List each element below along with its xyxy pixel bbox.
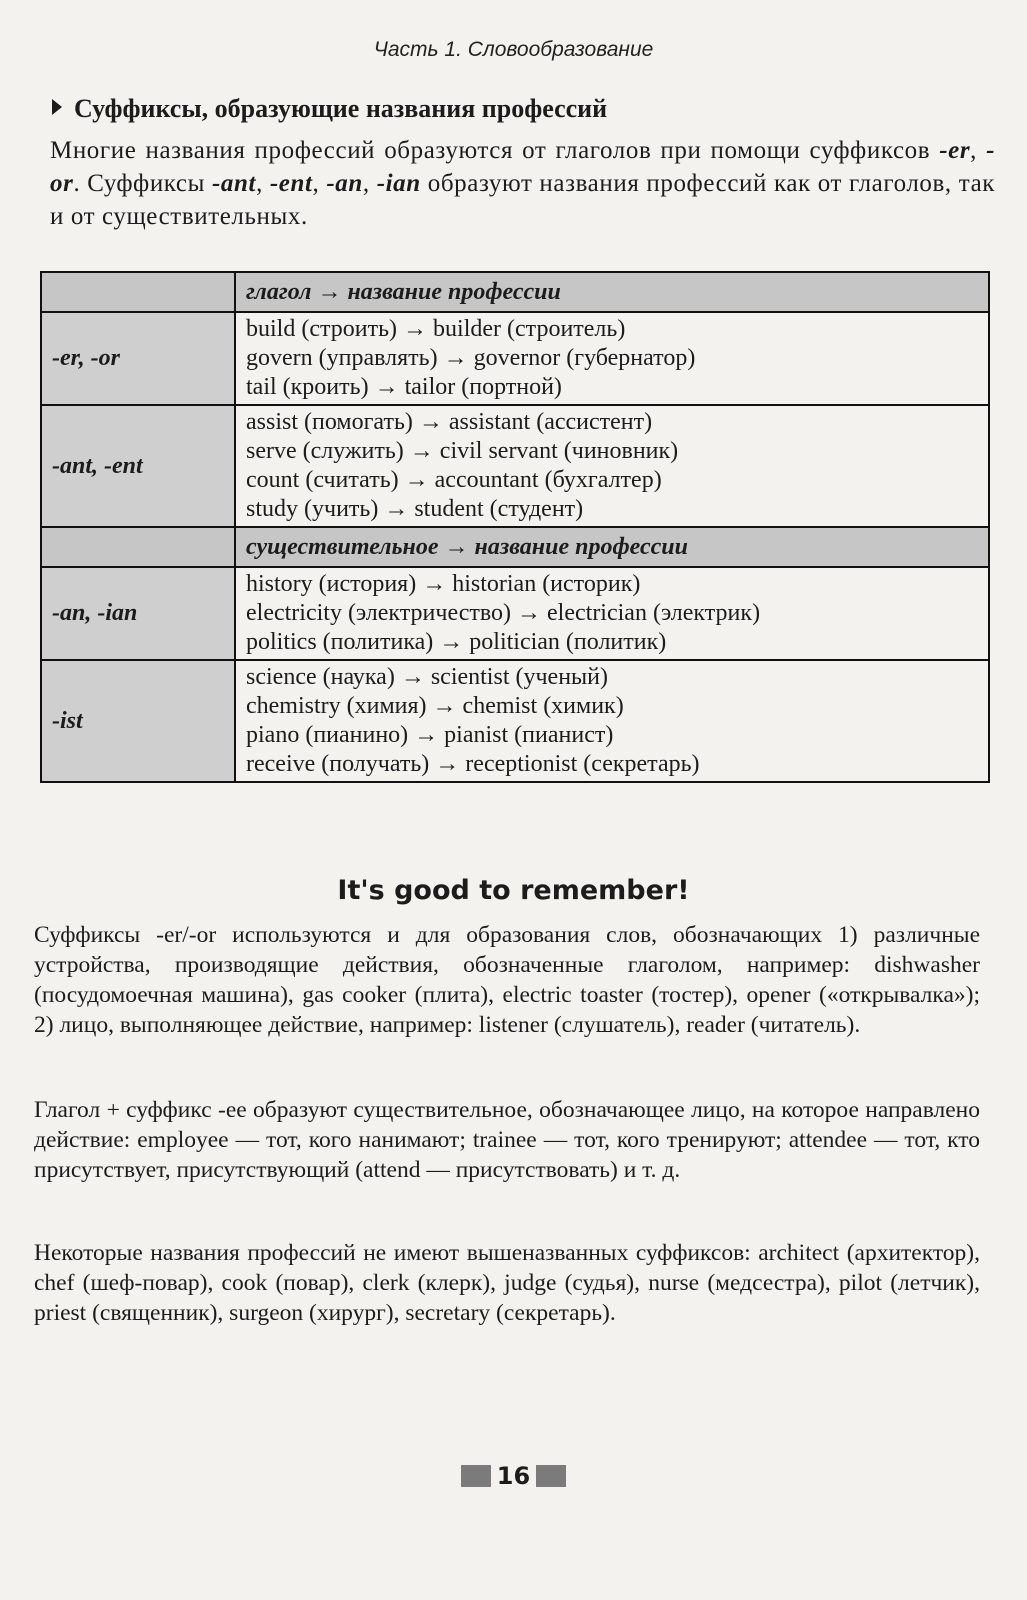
suffix-cell: -ist bbox=[41, 660, 235, 782]
table-row bbox=[41, 405, 989, 527]
intro-text: образуют названия профессий как от глаголов, так и от существительных. bbox=[50, 170, 996, 230]
header-verb-cell: глагол → название профессии bbox=[235, 272, 989, 312]
table-header-row bbox=[41, 527, 989, 567]
examples-cell bbox=[235, 567, 989, 660]
intro-text: , bbox=[312, 170, 327, 197]
intro-suffix: -ian bbox=[376, 170, 421, 197]
intro-suffix: -ent bbox=[269, 170, 313, 197]
example-line: science (наука) → scientist (ученый) bbox=[246, 664, 609, 690]
page-number: 16 bbox=[496, 1462, 531, 1490]
intro-text: Многие названия профессий образуются от глаголов при помощи суффиксов bbox=[50, 137, 940, 164]
intro-text: , bbox=[970, 137, 987, 164]
header-empty-cell bbox=[41, 527, 235, 567]
example-line: study (учить) → student (студент) bbox=[246, 496, 584, 522]
example-line: electricity (электричество) → electrician (электрик) bbox=[246, 600, 761, 626]
example-line: tail (кроить) → tailor (портной) bbox=[246, 374, 562, 400]
table-header-row bbox=[41, 272, 989, 312]
example-line: count (считать) → accountant (бухгалтер) bbox=[246, 467, 662, 493]
header-empty-cell bbox=[41, 272, 235, 312]
intro-text: . Суффиксы bbox=[73, 170, 212, 197]
remember-heading: It's good to remember! bbox=[337, 875, 690, 906]
section-title-text: Суффиксы, образующие названия профессий bbox=[74, 94, 608, 123]
table-row bbox=[41, 312, 989, 405]
examples-cell bbox=[235, 312, 989, 405]
triangle-bullet-icon bbox=[52, 99, 62, 115]
suffix-cell: -er, -or bbox=[41, 312, 235, 405]
table-row bbox=[41, 660, 989, 782]
intro-suffix: -an bbox=[326, 170, 363, 197]
example-line: chemistry (химия) → chemist (химик) bbox=[246, 693, 624, 719]
examples-cell bbox=[235, 660, 989, 782]
table-row bbox=[41, 567, 989, 660]
intro-suffix: -er bbox=[939, 137, 971, 164]
example-line: history (история) → historian (историк) bbox=[246, 571, 641, 597]
example-line: govern (управлять) → governor (губернатор) bbox=[246, 345, 696, 371]
running-head: Часть 1. Словообразование bbox=[373, 38, 654, 61]
header-noun-cell: существительное → название профессии bbox=[235, 527, 989, 567]
section-title bbox=[52, 94, 607, 124]
example-line: politics (политика) → politician (политик) bbox=[246, 629, 667, 655]
page-block-right bbox=[536, 1465, 566, 1487]
remember-paragraph-2: Глагол + суффикс -ee образуют существительное, обозначающее лицо, на которое направлено действие: employee — тот, кого нанимают; trainee — тот, кого тренируют; attendee — тот, кто присутствует, присутствующий (attend — присутствовать) и т. д. bbox=[34, 1097, 980, 1183]
suffix-cell: -an, -ian bbox=[41, 567, 235, 660]
remember-paragraph-1: Суффиксы -er/-or используются и для образования слов, обозначающих 1) различные устройства, производящие действия, обозначенные глаголом, например: dishwasher (посудомоечная машина), gas cooker (плита), electric toaster (тостер), opener («открывалка»); 2) лицо, выполняющее действие, например: listener (слушатель), reader (читатель). bbox=[34, 922, 980, 1038]
suffix-cell: -ant, -ent bbox=[41, 405, 235, 527]
example-line: piano (пианино) → pianist (пианист) bbox=[246, 722, 614, 748]
remember-paragraph-3: Некоторые названия профессий не имеют вышеназванных суффиксов: architect (архитектор), chef (шеф-повар), cook (повар), clerk (клерк), judge (судья), nurse (медсестра), pilot (летчик), priest (священник), surgeon (хирург), secretary (секретарь). bbox=[34, 1240, 980, 1326]
intro-suffix: -ant bbox=[211, 170, 257, 197]
page-footer bbox=[0, 1462, 1027, 1490]
page-block-left bbox=[461, 1465, 491, 1487]
example-line: assist (помогать) → assistant (ассистент) bbox=[246, 409, 653, 435]
suffix-table bbox=[40, 271, 990, 783]
example-line: build (строить) → builder (строитель) bbox=[246, 316, 626, 342]
examples-cell bbox=[235, 405, 989, 527]
intro-suffix: -or bbox=[50, 137, 995, 197]
intro-text: , bbox=[256, 170, 270, 197]
example-line: serve (служить) → civil servant (чиновник) bbox=[246, 438, 679, 464]
intro-paragraph bbox=[50, 134, 995, 233]
intro-text: , bbox=[362, 170, 377, 197]
example-line: receive (получать) → receptionist (секретарь) bbox=[246, 751, 700, 777]
